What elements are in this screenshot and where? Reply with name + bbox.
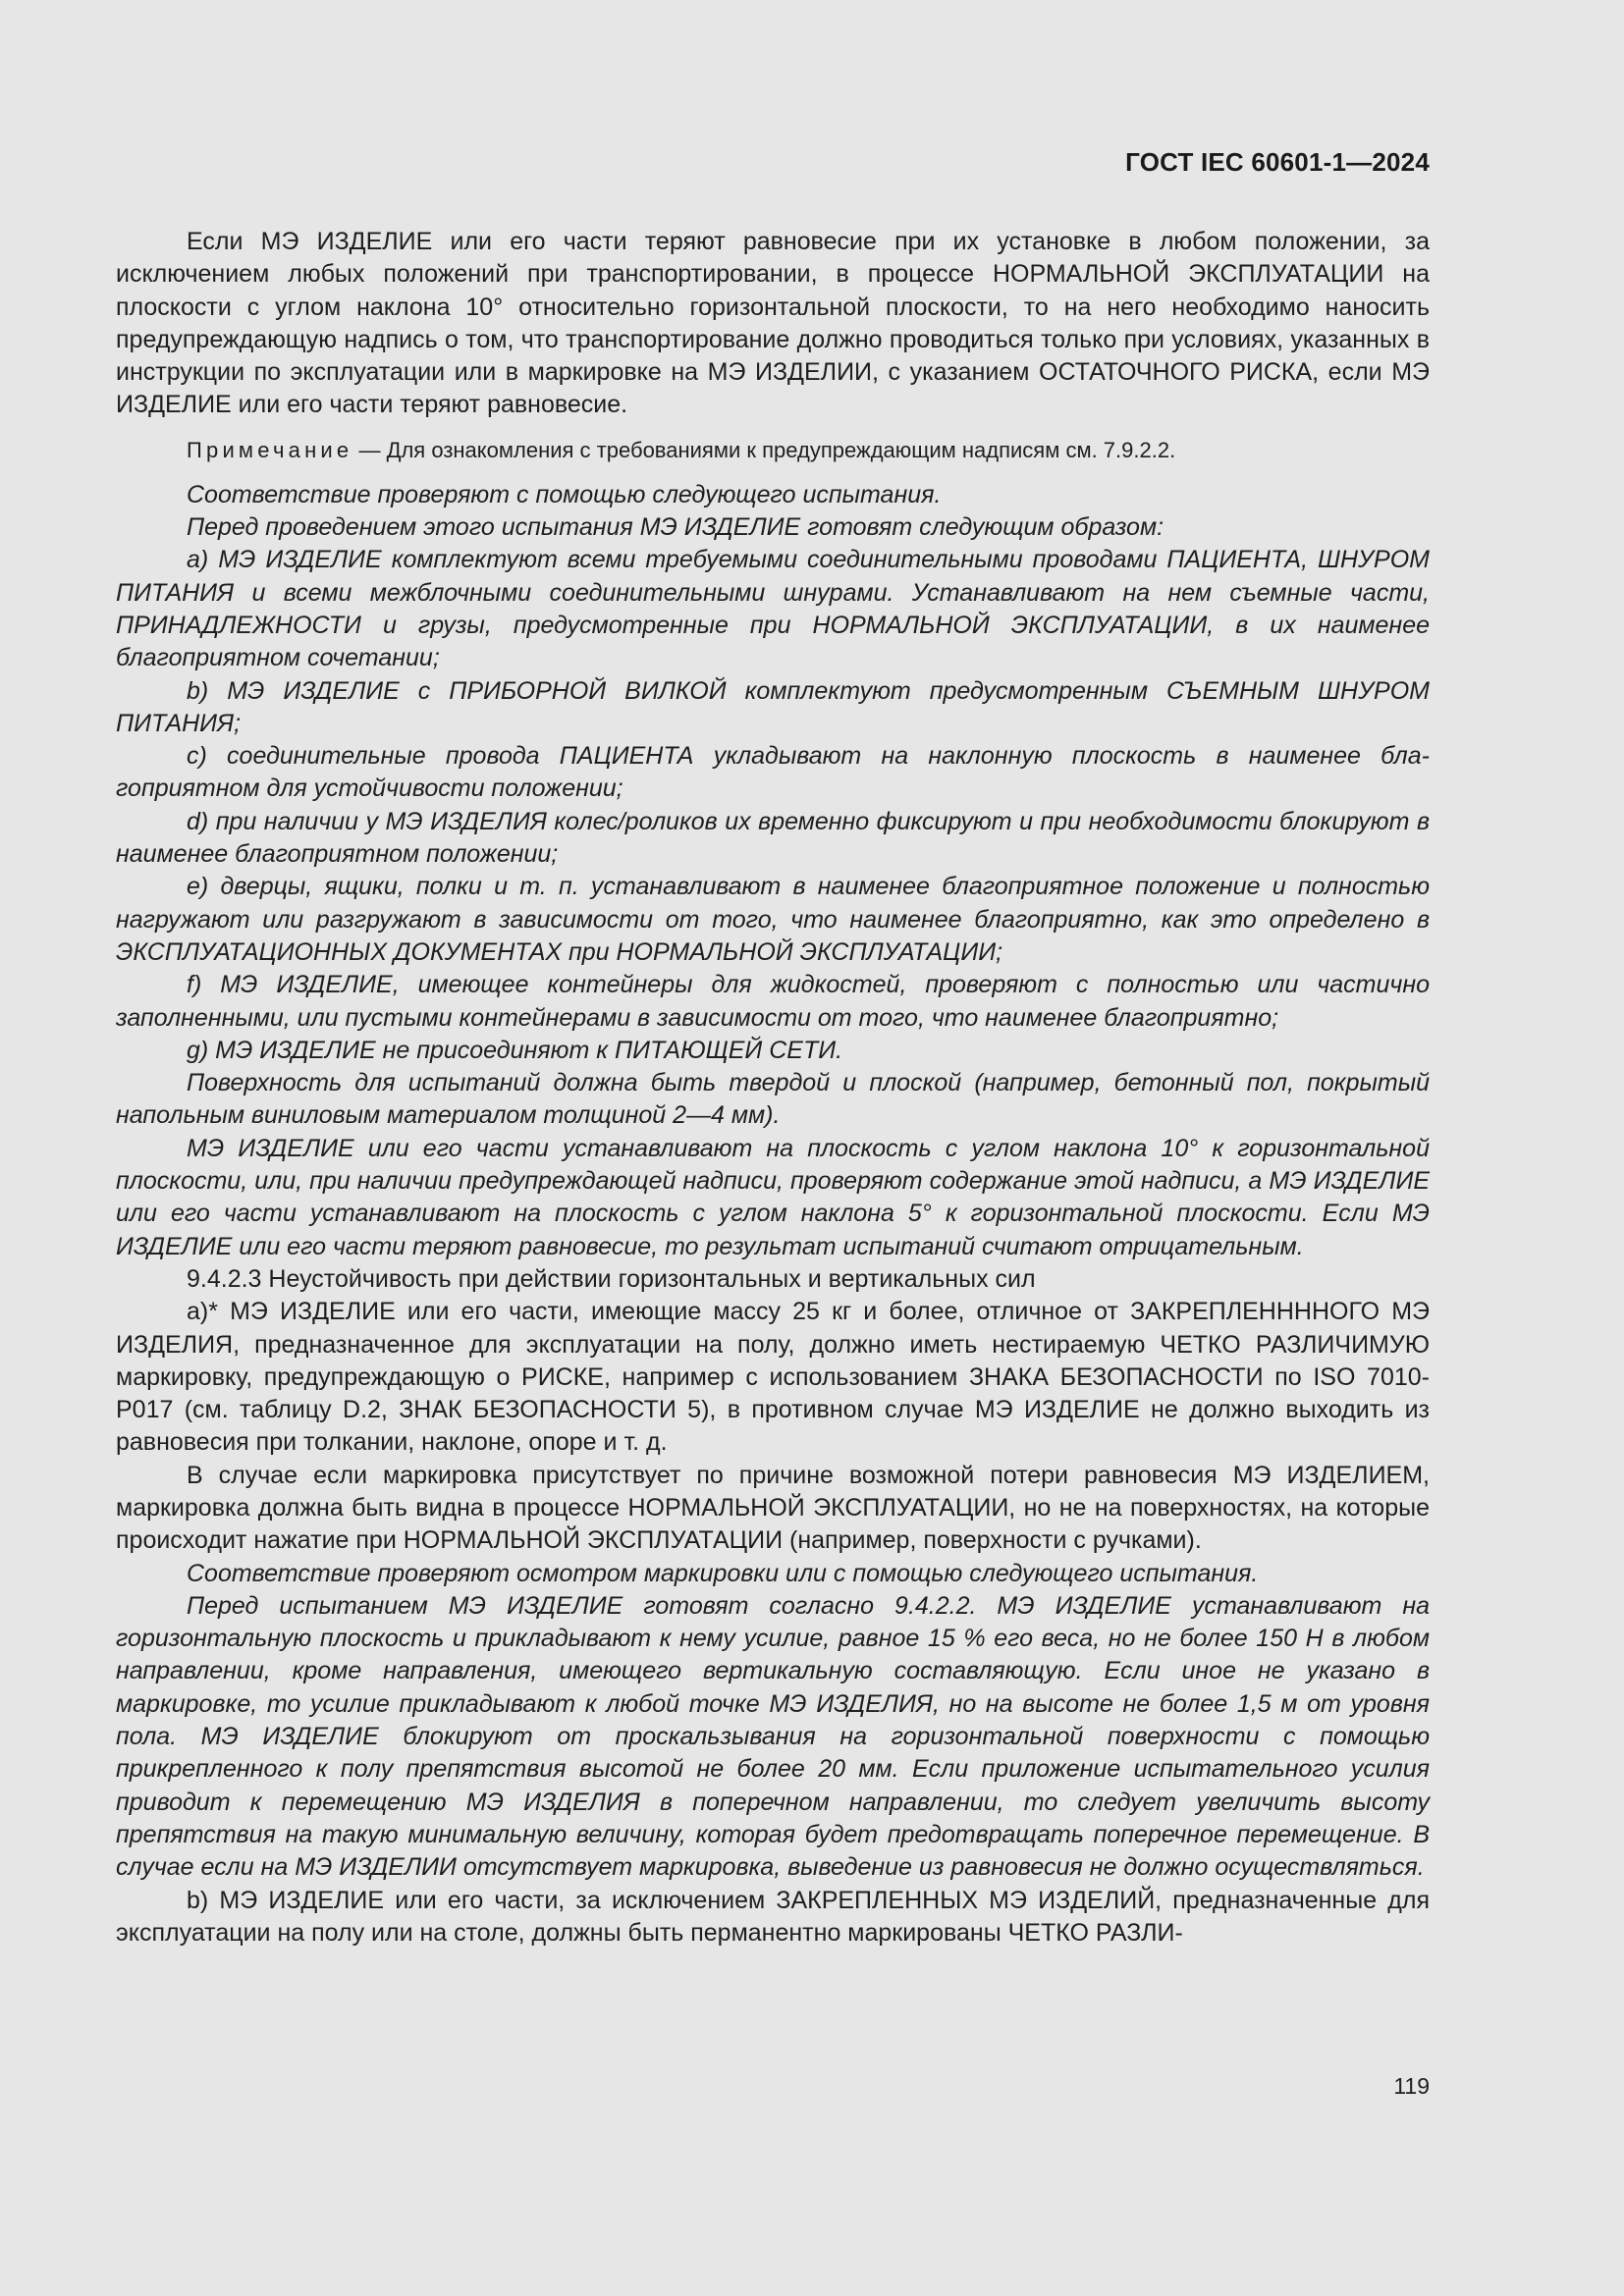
paragraph-compliance-test: Соответствие проверяют с помощью следующего испытания. bbox=[187, 480, 942, 508]
paragraph-marking-visibility: В случае если маркировка присутствует по причине возможной потери равновесия МЭ ИЗДЕЛИЕМ, маркировка должна быть видна в процессе НОРМАЛЬНОЙ ЭКСПЛУАТАЦИИ, но не на поверхностях, на которые происходит нажатие при НОРМАЛЬНОЙ ЭКСПЛУАТАЦИИ (например, поверхности с ручками). bbox=[116, 1461, 1430, 1555]
paragraph-marking-requirement: a)* МЭ ИЗДЕЛИЕ или его части, имеющие массу 25 кг и более, отличное от ЗАКРЕПЛЕННННОГО МЭ ИЗДЕЛИЯ, предназначенное для эксплуатации на полу, должно иметь нестираемую ЧЕТКО РАЗЛИЧИМУЮ маркировку, предупреждающую о РИСКЕ, например с использованием ЗНАКА БЕЗОПАСНОСТИ по ISO 7010-P017 (см. таблицу D.2, ЗНАК БЕЗОПАСНОСТИ 5), в противном случае МЭ ИЗДЕЛИЕ не должно выходить из равновесия при толкании, наклоне, опоре и т. д. bbox=[116, 1298, 1430, 1457]
list-item-f: f) МЭ ИЗДЕЛИЕ, имеющее контейнеры для жидкостей, проверяют с полностью или частично заполненными, или пустыми контейнерами в зависимости от того, что наименее благоприятно; bbox=[116, 971, 1430, 1032]
paragraph-stability-warning: Если МЭ ИЗДЕЛИЕ или его части теряют равновесие при их установке в любом положении, за исключением любых положений при транспортировании, в процессе НОРМАЛЬНОЙ ЭКСПЛУАТАЦИИ на плоскости с углом наклона 10° относительно горизонтальной плоскости, то на него необходимо наносить предупреждающую надпись о том, что транспортирование должно проводиться только при условиях, указанных в инструкции по эксплуатации или в маркировке на МЭ ИЗДЕЛИИ, с указанием ОСТАТОЧНОГО РИСКА, если МЭ ИЗДЕЛИЕ или его части теряют равновесие. bbox=[116, 228, 1430, 419]
list-item-d: d) при наличии у МЭ ИЗДЕЛИЯ колес/роликов их временно фиксируют и при необходимости блокируют в наименее благоприятном положении; bbox=[116, 807, 1430, 869]
document-body bbox=[116, 226, 1430, 1949]
list-item-e: e) дверцы, ящики, полки и т. п. устанавливают в наименее благоприятное положение и полностью нагружают или разгружают в зависимости от того, что наименее благоприятно, как это определено в ЭКСПЛУАТАЦИОННЫХ ДОКУМЕНТАХ при НОРМАЛЬНОЙ ЭКСПЛУАТАЦИИ; bbox=[116, 873, 1430, 966]
page-number: 119 bbox=[1393, 2073, 1430, 2099]
document-code-header: ГОСТ IEC 60601-1—2024 bbox=[1125, 147, 1430, 177]
note-label: Примечание bbox=[187, 437, 353, 462]
paragraph-marking-compliance: Соответствие проверяют осмотром маркировки или с помощью следующего испытания. bbox=[187, 1559, 1259, 1587]
paragraph-force-test: Перед испытанием МЭ ИЗДЕЛИЕ готовят согласно 9.4.2.2. МЭ ИЗДЕЛИЕ устанавливают на горизонтальную плоскость и прикладывают к нему усилие, равное 15 % его веса, но не более 150 Н в любом направлении, кроме направления, имеющего вертикальную составляющую. Если иное не указано в маркировке, то усилие прикладывают к любой точке МЭ ИЗДЕЛИЯ, но на высоте не более 1,5 м от уровня пола. МЭ ИЗДЕЛИЕ блокируют от проскальзывания на горизонтальной поверхности с помощью прикрепленного к полу препятствия высотой не более 20 мм. Если приложение испытательного усилия приводит к перемещению МЭ ИЗДЕЛИЯ в поперечном направлении, то следует увеличить высоту препятствия на такую минимальную величину, которая будет предотвращать поперечное перемещение. В случае если на МЭ ИЗДЕЛИИ отсутствует маркировка, выведение из равновесия не должно осуществляться. bbox=[116, 1591, 1430, 1882]
list-item-g: g) МЭ ИЗДЕЛИЕ не присоединяют к ПИТАЮЩЕЙ СЕТИ. bbox=[187, 1036, 843, 1064]
paragraph-test-preparation: Перед проведением этого испытания МЭ ИЗДЕЛИЕ готовят следующим образом: bbox=[187, 513, 1164, 542]
list-item-a: a) МЭ ИЗДЕЛИЕ комплектуют всеми требуемыми соединительными проводами ПАЦИЕНТА, ШНУРОМ ПИТАНИЯ и всеми межблочными соединительными шнурами. Устанавливают на нем съемные части, ПРИНАДЛЕЖНОСТИ и грузы, предусмотренные при НОРМАЛЬНОЙ ЭКСПЛУАТАЦИИ, в их наименее благоприятном сочетании; bbox=[116, 546, 1430, 672]
paragraph-test-surface: Поверхность для испытаний должна быть твердой и плоской (например, бетонный пол, покрытый напольным виниловым материалом толщиной 2—4 мм). bbox=[116, 1069, 1430, 1130]
note-text: — Для ознакомления с требованиями к предупреждающим надписям см. 7.9.2.2. bbox=[352, 437, 1176, 462]
paragraph-item-b-marking: b) МЭ ИЗДЕЛИЕ или его части, за исключением ЗАКРЕПЛЕННЫХ МЭ ИЗДЕЛИЙ, предназначенные для эксплуатации на полу или на столе, должны быть перманентно маркированы ЧЕТКО РАЗЛИ- bbox=[116, 1886, 1430, 1947]
section-heading-9-4-2-3: 9.4.2.3 Неустойчивость при действии горизонтальных и вертикальных сил bbox=[187, 1264, 1036, 1293]
list-item-b: b) МЭ ИЗДЕЛИЕ с ПРИБОРНОЙ ВИЛКОЙ комплектуют предусмотренным СЪЕМНЫМ ШНУРОМ ПИТАНИЯ; bbox=[116, 676, 1430, 737]
note bbox=[116, 436, 1430, 465]
list-item-c: c) соединительные провода ПАЦИЕНТА укладывают на наклонную плоскость в наименее благоприятном для устойчивости положении; bbox=[116, 742, 1430, 803]
paragraph-incline-test: МЭ ИЗДЕЛИЕ или его части устанавливают на плоскость с углом наклона 10° к горизонтальной плоскости, или, при наличии предупреждающей надписи, проверяют содержание этой надписи, а МЭ ИЗДЕЛИЕ или его части устанавливают на плоскость с углом наклона 5° к горизонтальной плоскости. Если МЭ ИЗДЕЛИЕ или его части теряют равновесие, то результат испытаний считают отрицательным. bbox=[116, 1134, 1430, 1260]
